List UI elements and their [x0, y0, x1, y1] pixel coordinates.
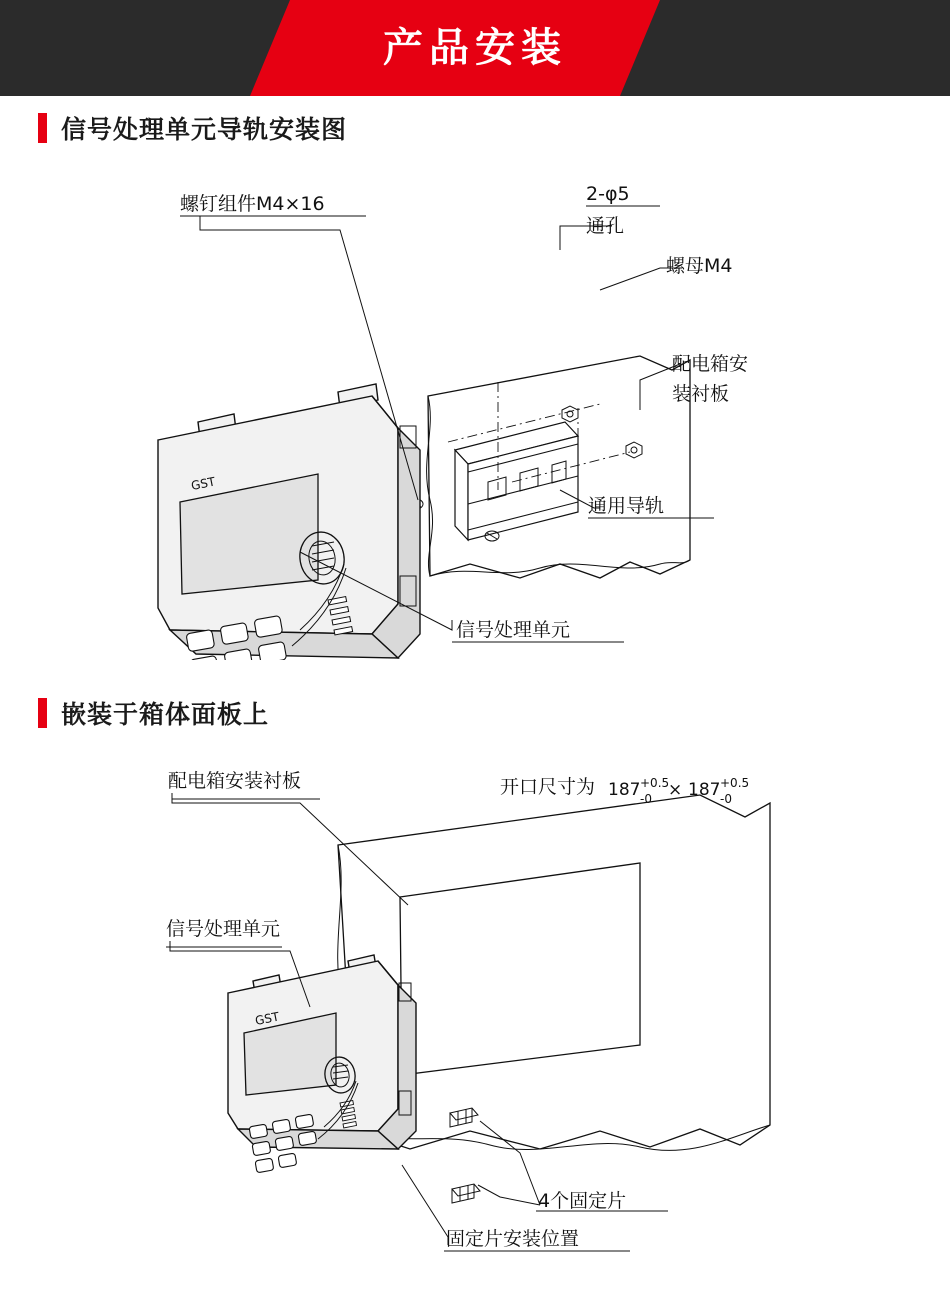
page-banner — [0, 0, 950, 96]
label-backing-plate-2: 配电箱安装衬板 — [168, 770, 302, 792]
section-heading-1-label: 信号处理单元导轨安装图 — [61, 115, 348, 144]
signal-processing-unit-graphic-2 — [228, 955, 416, 1173]
label-hole-text: 通孔 — [586, 215, 625, 237]
fixing-clip-graphic — [452, 1184, 480, 1203]
label-signal-processing-unit-1: 信号处理单元 — [456, 619, 571, 641]
opening-dimension-label — [500, 776, 749, 806]
label-opening-tol-up-1: +0.5 — [640, 776, 670, 790]
label-hole-spec: 2-φ5 — [586, 183, 630, 205]
label-backing-plate-line2: 装衬板 — [672, 383, 730, 405]
label-nut: 螺母M4 — [666, 255, 733, 277]
fixing-clip-graphic — [450, 1108, 478, 1127]
section-heading-2 — [38, 695, 269, 731]
label-opening-tol-low-2: -0 — [720, 792, 732, 806]
signal-processing-unit-graphic — [158, 384, 420, 660]
heading-accent-bar — [38, 113, 47, 143]
label-signal-processing-unit-2: 信号处理单元 — [166, 918, 281, 940]
device-logo-1: GST — [189, 474, 217, 493]
label-opening-tol-low-1: -0 — [640, 792, 652, 806]
label-opening-tol-up-2: +0.5 — [720, 776, 750, 790]
banner-title: 产品安装 — [383, 25, 567, 71]
label-opening-times: × — [668, 780, 683, 800]
section-heading-1 — [38, 110, 347, 146]
section-heading-2-label: 嵌装于箱体面板上 — [61, 700, 270, 729]
label-opening-prefix: 开口尺寸为 — [500, 776, 596, 798]
label-backing-plate-line1: 配电箱安 — [672, 353, 749, 375]
label-opening-value-1: 187 — [608, 780, 641, 800]
label-opening-value-2: 187 — [688, 780, 721, 800]
label-screw-assembly: 螺钉组件M4×16 — [180, 193, 325, 215]
device-logo-2: GST — [253, 1009, 281, 1028]
label-rail: 通用导轨 — [588, 495, 665, 517]
label-clip-position: 固定片安装位置 — [446, 1228, 580, 1250]
figure-rail-mounting — [0, 160, 950, 660]
figure-panel-mounting — [0, 745, 950, 1285]
heading-accent-bar — [38, 698, 47, 728]
label-clips-count: 4个固定片 — [538, 1190, 627, 1212]
